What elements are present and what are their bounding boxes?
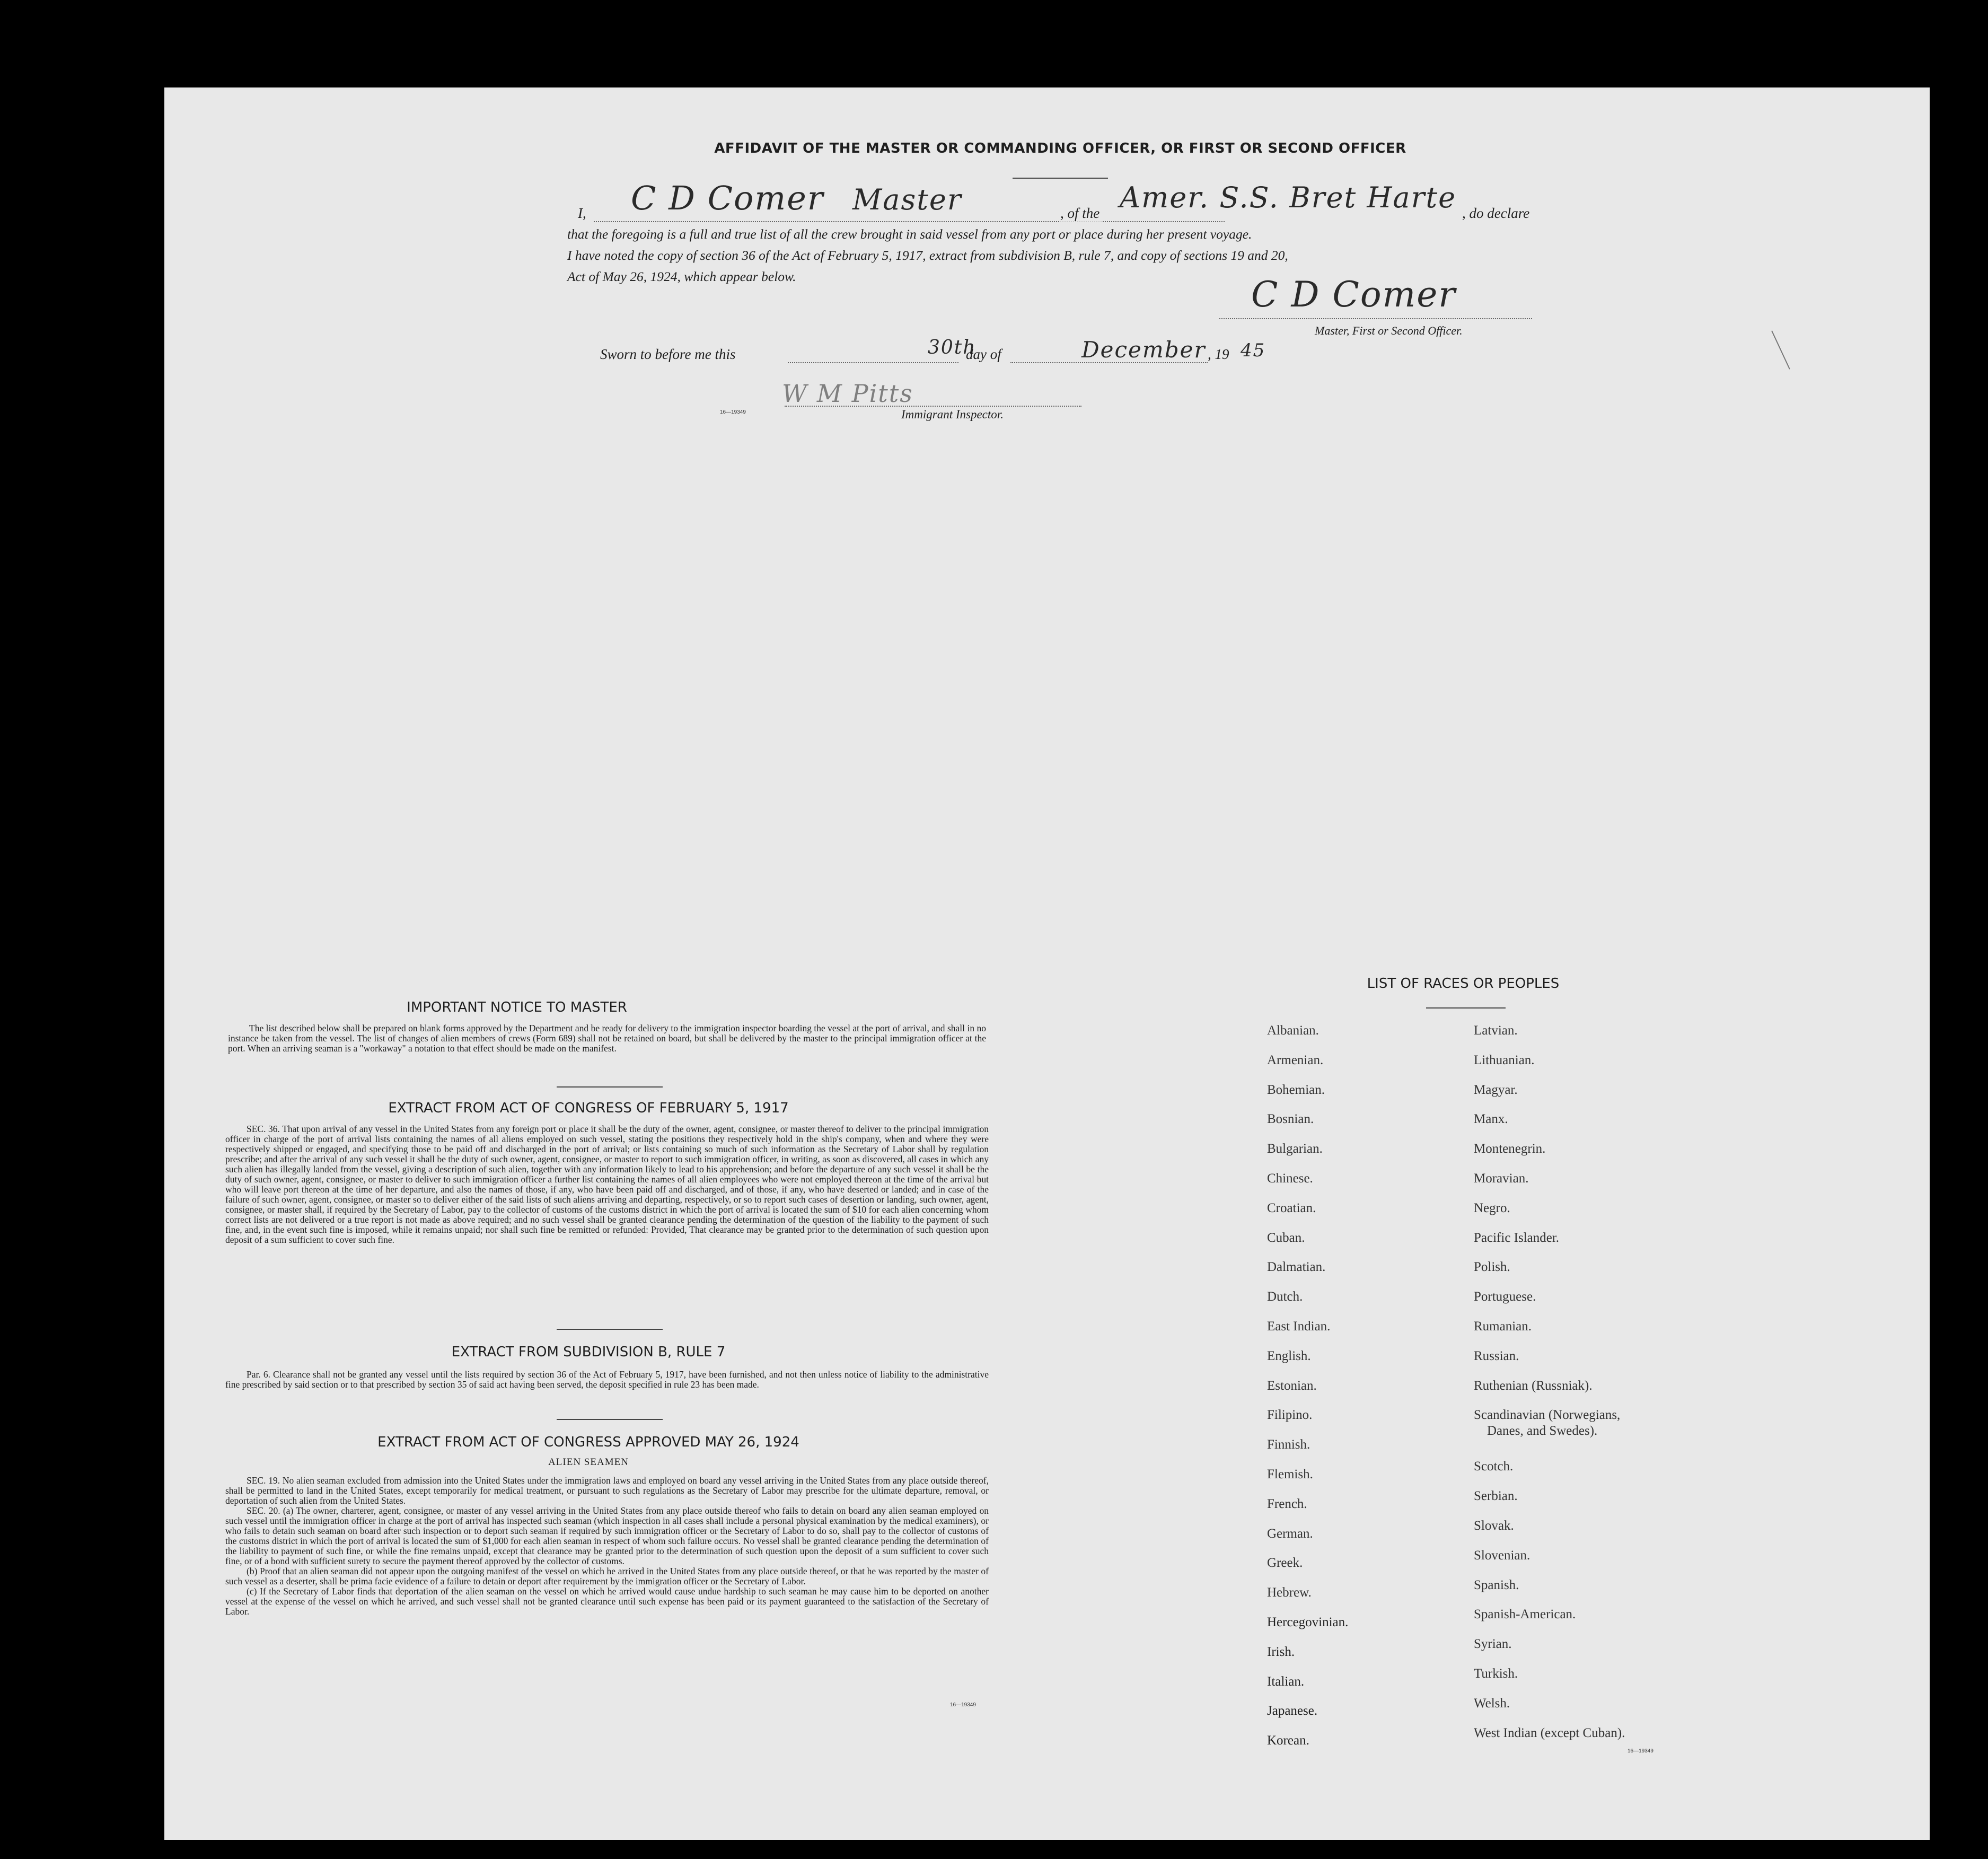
vessel-handwritten: Amer. S.S. Bret Harte bbox=[1120, 181, 1457, 214]
race-item: West Indian (except Cuban). bbox=[1474, 1725, 1625, 1740]
declaration-line-2: that the foregoing is a full and true list of all the crew brought in said vessel from any port or place during her present voyage. bbox=[567, 226, 1252, 242]
race-item: East Indian. bbox=[1267, 1319, 1331, 1334]
sec-20c-text: (c) If the Secretary of Labor finds that deportation of the alien seaman on the vessel on which he arrived would cause undue hardship to such seaman he may cause him to be deported on another vessel at the expense of the vessel on which he arrived, and such vessel shall not be granted clearance until such expense has been paid or its payment guaranteed to the satisfaction of the Secretary of Labor. bbox=[225, 1586, 989, 1617]
year-handwritten: 45 bbox=[1241, 340, 1266, 361]
race-item: Rumanian. bbox=[1474, 1319, 1532, 1334]
race-item: Pacific Islander. bbox=[1474, 1230, 1560, 1245]
rank-handwritten: Master bbox=[852, 183, 962, 216]
races-heading-rule bbox=[1426, 1007, 1506, 1009]
race-item: Dalmatian. bbox=[1267, 1260, 1326, 1275]
document-page bbox=[164, 87, 1930, 1840]
race-item: Croatian. bbox=[1267, 1200, 1316, 1215]
races-form-number: 16—19349 bbox=[1628, 1748, 1653, 1754]
race-item: Lithuanian. bbox=[1474, 1053, 1535, 1067]
race-item: Portuguese. bbox=[1474, 1290, 1536, 1304]
sec-19-text: SEC. 19. No alien seaman excluded from admission into the United States under the immigration laws and employed on board any vessel arriving in the United States from any place outside thereof, shall be permitted to land in the United States, except temporarily for medical treatment, or pursuant to such regulations as the Secretary of Labor may prescribe for the ultimate departure, removal, or deportation of such alien from the United States. bbox=[225, 1475, 989, 1506]
sec-20a-text: SEC. 20. (a) The owner, charterer, agent, consignee, or master of any vessel arriving in the United States from any place outside thereof who fails to detain on board any alien seaman employed on such vessel until the immigration officer in charge at the port of arrival has inspected such seaman (which inspection in all cases shall include a personal physical examination by the medical examiners), or who fails to detain such seaman on board after such inspection or to deport such seaman if required by such immigration officer or the Secretary of Labor to do so, shall pay to the collector of customs of the customs district in which the port of arrival is located the sum of $1,000 for each alien seaman in respect of whom such failure occurs. No vessel shall be granted clearance pending the determination of the liability to payment of such fine, or while the fine remains unpaid, except that clearance may be granted prior to the determination of such question upon the deposit of a sum sufficient to cover such fine, or of a bond with sufficient surety to secure the payment thereof approved by the collector of customs. bbox=[225, 1505, 989, 1566]
affidavit-title: AFFIDAVIT OF THE MASTER OR COMMANDING OFFICER, OR FIRST OR SECOND OFFICER bbox=[714, 141, 1406, 156]
race-item: Bosnian. bbox=[1267, 1112, 1314, 1127]
race-item: Spanish. bbox=[1474, 1577, 1519, 1592]
race-item: Serbian. bbox=[1474, 1489, 1518, 1504]
declaration-line-3: I have noted the copy of section 36 of the Act of February 5, 1917, extract from subdivision B, rule 7, and copy of sections 19 and 20, bbox=[567, 248, 1288, 263]
race-item: Albanian. bbox=[1267, 1023, 1319, 1038]
race-item: Hebrew. bbox=[1267, 1585, 1312, 1600]
race-item: Latvian. bbox=[1474, 1023, 1518, 1038]
sworn-label: Sworn to before me this bbox=[600, 346, 736, 362]
title-rule bbox=[1013, 178, 1108, 179]
race-item: Finnish. bbox=[1267, 1437, 1310, 1452]
extract-1924-heading: EXTRACT FROM ACT OF CONGRESS APPROVED MAY 26, 1924 bbox=[377, 1434, 799, 1450]
race-item: Korean. bbox=[1267, 1733, 1309, 1748]
race-item: Filipino. bbox=[1267, 1408, 1313, 1423]
divider bbox=[557, 1329, 663, 1330]
race-item: Bulgarian. bbox=[1267, 1142, 1323, 1156]
race-item: Ruthenian (Russniak). bbox=[1474, 1378, 1593, 1393]
year-prefix: , 19 bbox=[1208, 346, 1229, 362]
of-the-label: , of the bbox=[1060, 205, 1102, 222]
race-item: Flemish. bbox=[1267, 1467, 1313, 1481]
race-item: Japanese. bbox=[1267, 1704, 1318, 1718]
race-item: Moravian. bbox=[1474, 1171, 1529, 1186]
race-item: Bohemian. bbox=[1267, 1082, 1325, 1097]
master-name-handwritten: C D Comer bbox=[631, 179, 824, 217]
divider bbox=[557, 1419, 663, 1420]
race-item: Irish. bbox=[1267, 1644, 1295, 1659]
extract-1917-text: SEC. 36. That upon arrival of any vessel in the United States from any foreign port or place it shall be the duty of the owner, agent, consignee, or master thereof to deliver to the principal immigration officer in charge of the port of arrival lists containing the names of all aliens employed on such vessel, stating the positions they respectively hold in the ship's company, when and where they were respectively shipped or engaged, and specifying those to be paid off and discharged in the port of arrival; or lists containing so much of such information as the Secretary of Labor shall by regulation prescribe; and after the arrival of any such vessel it shall be the duty of such owner, agent, consignee, or master to report to such immigration officer, in writing, as soon as discovered, all cases in which any such alien has illegally landed from the vessel, giving a description of such alien, together with any information likely to lead to his apprehension; and before the departure of any such vessel it shall be the duty of such owner, agent, consignee, or master to deliver to such immigration officer a further list containing the names of all alien employees who were not employed thereon at the time of the arrival but who will leave port thereon at the time of her departure, and also the names of those, if any, who have been paid off and discharged, and of those, if any, who have deserted or landed; and in case of the failure of such owner, agent, consignee, or master so to deliver either of the said lists of such aliens arriving and departing, respectively, or so to report such cases of desertion or landing, such owner, agent, consignee, or master shall, if required by the Secretary of Labor, pay to the collector of customs of the customs district in which the port of arrival is located the sum of $10 for each alien concerning whom correct lists are not delivered or a true report is not made as above required; and no such vessel shall be granted clearance pending the determination of the question of the liability to the payment of such fine, and, in the event such fine is imposed, while it remains unpaid; nor shall such fine be remitted or refunded: Provided, That clearance may be granted prior to the determination of such question upon deposit of a sum sufficient to cover such fine. bbox=[225, 1124, 989, 1245]
sec-20b-text: (b) Proof that an alien seaman did not appear upon the outgoing manifest of the vessel on which he arrived in the United States from any place outside thereof, or that he was reported by the master of such vessel as a deserter, shall be prima facie evidence of a failure to detain or deport after requirement by the immigration officer or the Secretary of Labor. bbox=[225, 1566, 989, 1586]
race-item: French. bbox=[1267, 1496, 1307, 1511]
race-item: Danes, and Swedes). bbox=[1487, 1424, 1598, 1439]
extract-1917-heading: EXTRACT FROM ACT OF CONGRESS OF FEBRUARY 5, 1917 bbox=[388, 1100, 789, 1116]
day-handwritten: 30th bbox=[928, 337, 977, 358]
subdivision-heading: EXTRACT FROM SUBDIVISION B, RULE 7 bbox=[451, 1344, 726, 1360]
do-declare-label: , do declare bbox=[1462, 205, 1530, 221]
race-item: German. bbox=[1267, 1526, 1313, 1541]
race-item: Cuban. bbox=[1267, 1230, 1305, 1245]
inspector-blank bbox=[785, 406, 1081, 407]
extract-form-number: 16—19349 bbox=[950, 1702, 976, 1708]
race-item: Estonian. bbox=[1267, 1378, 1317, 1393]
race-item: Scandinavian (Norwegians, bbox=[1474, 1408, 1621, 1423]
subdivision-text: Par. 6. Clearance shall not be granted any vessel until the lists required by section 36 of the Act of February 5, 1917, have been furnished, and not then unless notice of liability to the administrative fine prescribed by said section or to that prescribed by section 35 of said act having been served, the deposit specified in rule 23 has been made. bbox=[225, 1369, 989, 1390]
declaration-line-4: Act of May 26, 1924, which appear below. bbox=[567, 269, 796, 284]
race-item: Russian. bbox=[1474, 1348, 1519, 1363]
inspector-signature-handwritten: W M Pitts bbox=[782, 379, 913, 408]
races-heading: LIST OF RACES OR PEOPLES bbox=[1367, 976, 1560, 992]
name-blank bbox=[594, 221, 1225, 222]
race-item: Slovak. bbox=[1474, 1519, 1514, 1533]
race-item: Armenian. bbox=[1267, 1053, 1324, 1067]
race-item: Negro. bbox=[1474, 1200, 1510, 1215]
race-item: Spanish-American. bbox=[1474, 1607, 1576, 1622]
signature-caption: Master, First or Second Officer. bbox=[1315, 324, 1463, 337]
race-item: Polish. bbox=[1474, 1260, 1510, 1275]
scan-mark bbox=[1771, 330, 1790, 369]
inspector-caption: Immigrant Inspector. bbox=[901, 408, 1004, 421]
race-item: Scotch. bbox=[1474, 1459, 1514, 1474]
affidavit-form-number: 16—19349 bbox=[720, 409, 746, 415]
race-item: Magyar. bbox=[1474, 1082, 1518, 1097]
race-item: Chinese. bbox=[1267, 1171, 1313, 1186]
race-item: Manx. bbox=[1474, 1112, 1508, 1127]
master-signature-handwritten: C D Comer bbox=[1251, 274, 1456, 315]
race-item: Greek. bbox=[1267, 1556, 1303, 1571]
extract-1924-body bbox=[225, 1476, 989, 1617]
notice-text: The list described below shall be prepared on blank forms approved by the Department and be ready for delivery to the immigration inspector boarding the vessel at the port of arrival, and shall in no instance be taken from the vessel. The list of changes of alien members of crews (Form 689) shall not be retained on board, but shall be delivered by the master to the principal immigration officer at the port. When an arriving seaman is a "workaway" a notation to that effect should be made on the manifest. bbox=[228, 1023, 986, 1054]
signature-blank bbox=[1219, 318, 1532, 319]
race-item: Dutch. bbox=[1267, 1290, 1303, 1304]
day-blank bbox=[788, 362, 958, 363]
race-item: Welsh. bbox=[1474, 1696, 1510, 1711]
race-item: Italian. bbox=[1267, 1674, 1305, 1689]
month-handwritten: December bbox=[1081, 337, 1206, 363]
alien-seamen-subheading: ALIEN SEAMEN bbox=[548, 1457, 629, 1468]
day-of-label: day of bbox=[966, 346, 1001, 362]
race-item: English. bbox=[1267, 1348, 1311, 1363]
race-item: Hercegovinian. bbox=[1267, 1615, 1349, 1629]
notice-heading: IMPORTANT NOTICE TO MASTER bbox=[407, 999, 627, 1015]
race-item: Montenegrin. bbox=[1474, 1142, 1546, 1156]
race-item: Turkish. bbox=[1474, 1667, 1518, 1681]
race-item: Syrian. bbox=[1474, 1637, 1512, 1652]
divider bbox=[557, 1086, 663, 1088]
race-item: Slovenian. bbox=[1474, 1548, 1530, 1563]
i-label: I, bbox=[578, 205, 586, 221]
